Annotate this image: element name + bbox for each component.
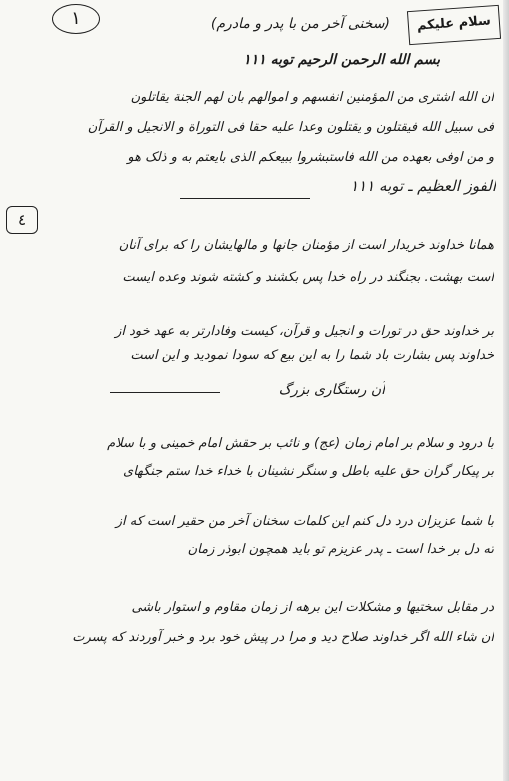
paragraph-line-6: ان شاء الله اگر خداوند صلاح دید و مرا در پیش خود برد و خبر آوردند که پسرت [72, 630, 494, 645]
translation-line-2: است بهشت. بجنگند در راه خدا پس بکشند و کشته شوند وعده ایست [122, 270, 494, 285]
paragraph-line-3: با شما عزیزان درد دل کنم این کلمات سخنان آخر من حقیر است که از [115, 514, 494, 529]
greeting-stamp-text: سلام علیکم [416, 13, 492, 34]
paragraph-line-2: بر پیکار گران حق علیه باطل و سنگر نشینان با خداء خدا ستم جنگهای [123, 464, 494, 479]
translation-line-4: خداوند پس بشارت باد شما را به این بیع که سودا نمودید و این است [130, 348, 494, 363]
verse-number-box: ٤ [6, 206, 38, 234]
basmala-line: بسم الله الرحمن الرحیم توبه ۱۱۱ [243, 52, 440, 68]
translation-line-3: بر خداوند حق در تورات و انجیل و قرآن، کیست وفادارتر به عهد خود از [115, 324, 494, 339]
separator-left [110, 392, 220, 393]
greeting-stamp [407, 5, 501, 45]
page-edge [503, 0, 509, 781]
page-number-circle: ١ [52, 4, 100, 34]
translation-line-5: آن رستگاری بزرگ [278, 382, 385, 398]
heading-line: (سخنی آخر من با پدر و مادرم) [210, 16, 390, 32]
translation-line-1: همانا خداوند خریدار است از مؤمنان جانها و مالهایشان را که برای آنان [118, 238, 494, 253]
paragraph-line-4: ته دل بر خدا است ـ پدر عزیزم تو باید همچون ابوذر زمان [187, 542, 494, 557]
paragraph-line-5: در مقابل سختیها و مشکلات این برهه از زمان مقاوم و استوار باشی [131, 600, 494, 615]
quran-line-3: و من اوفی بعهده من الله فاستبشروا ببیعکم الذی بایعتم به و ذلک هو [127, 150, 494, 165]
quran-line-2: فی سبیل الله فیقتلون و یقتلون وعدا علیه حقا فی التوراة و الانجیل و القرآن [87, 120, 494, 135]
verse-underline [180, 198, 310, 199]
quran-line-1: ان الله اشتری من المؤمنین انفسهم و اموالهم بان لهم الجنة یقاتلون [130, 90, 494, 105]
paragraph-line-1: با درود و سلام بر امام زمان (عج) و نائب بر حقش امام خمینی و با سلام [107, 436, 494, 451]
quran-line-4: الفوز العظیم ـ توبه ۱۱۱ [350, 177, 496, 195]
